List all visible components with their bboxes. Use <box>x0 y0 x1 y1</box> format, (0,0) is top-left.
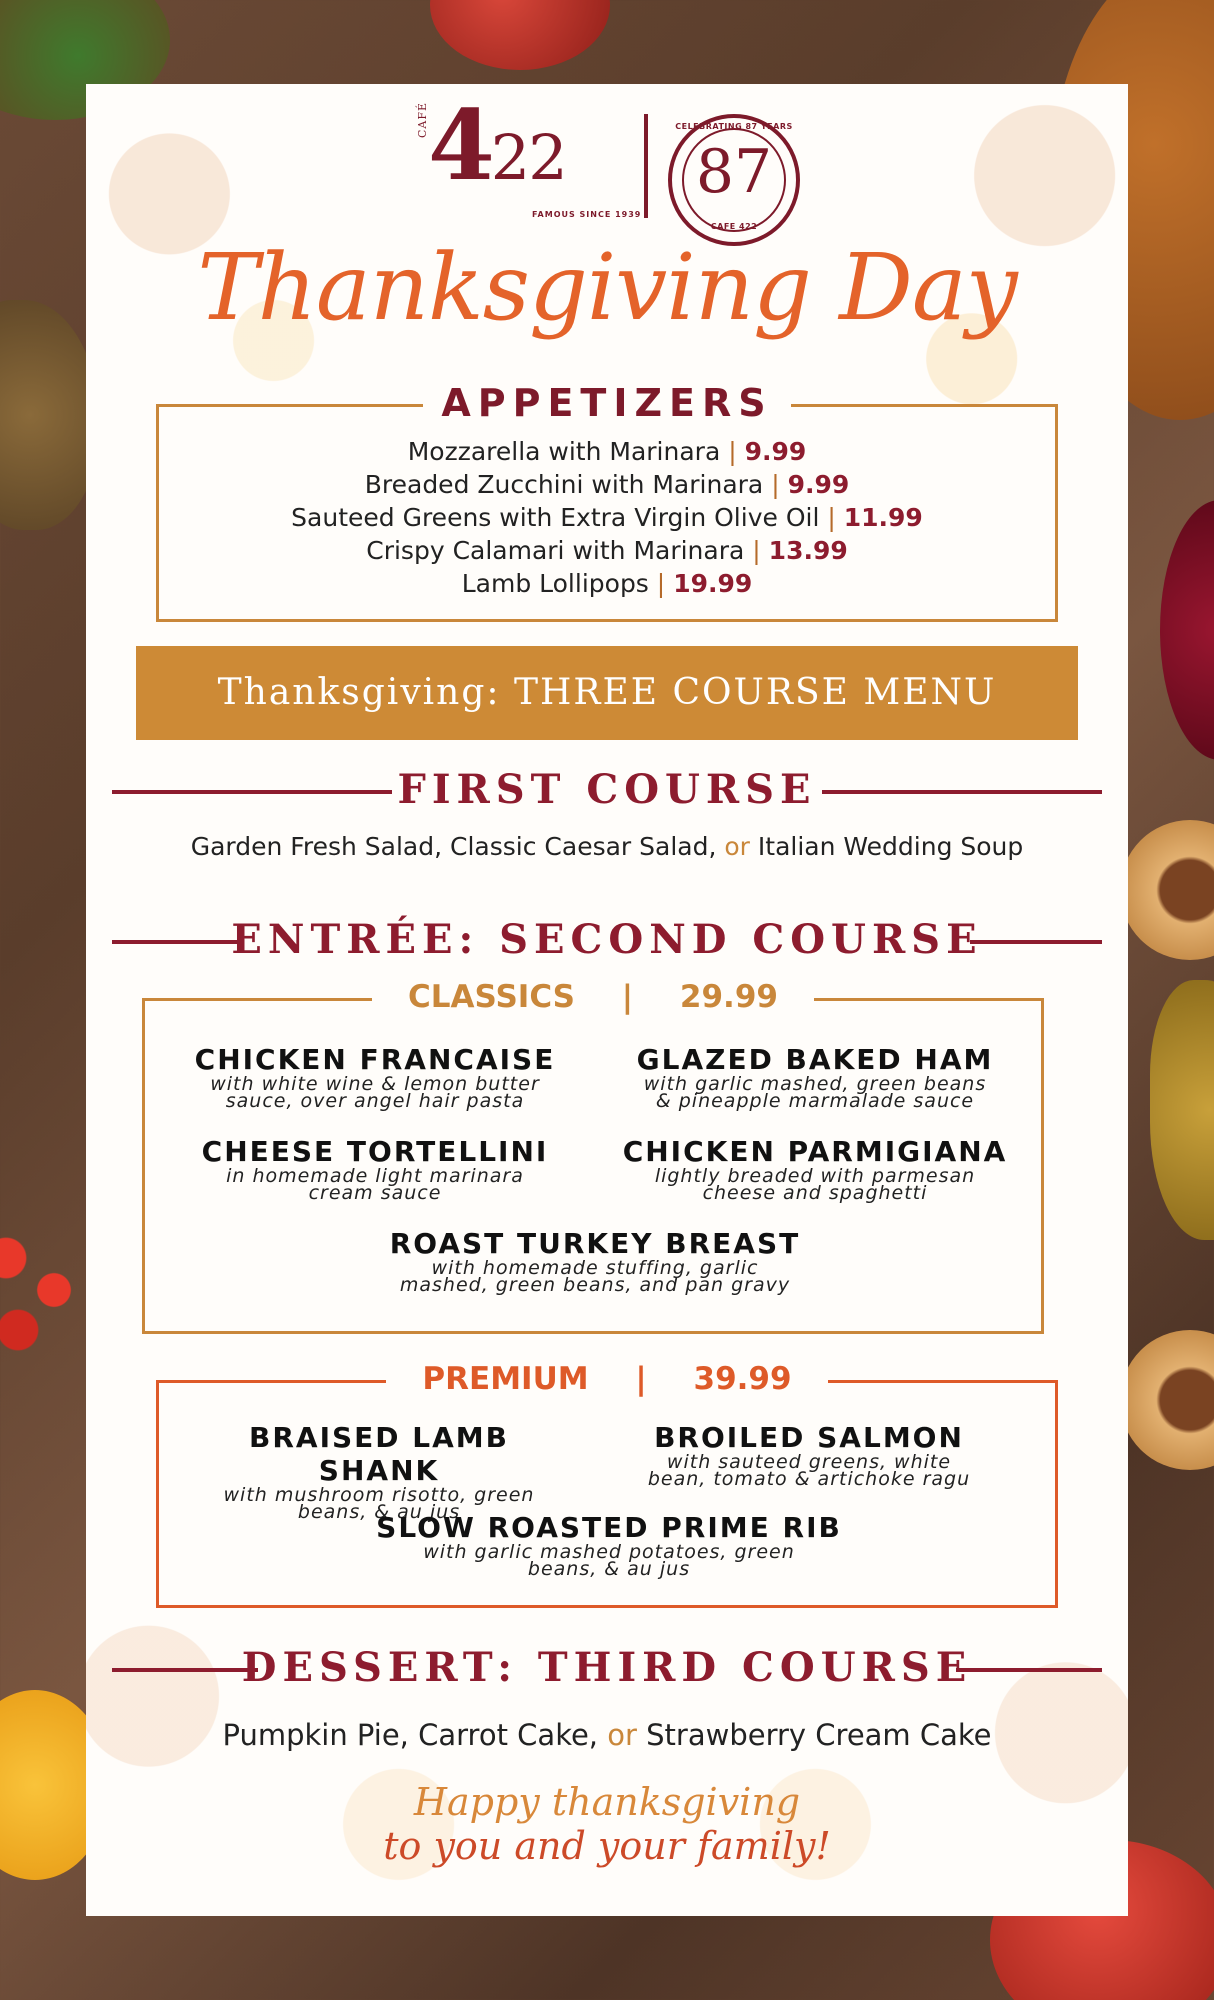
dish-braised-lamb-shank: BRAISED LAMB SHANK with mushroom risotto, green beans, & au jus <box>223 1421 535 1523</box>
price: 9.99 <box>744 437 807 466</box>
first-course-options: Garden Fresh Salad, Classic Caesar Salad, or Italian Wedding Soup <box>190 832 1024 861</box>
price: 19.99 <box>673 569 753 598</box>
menu-card <box>86 84 1128 1916</box>
first-course-heading <box>112 766 1102 816</box>
premium-box <box>156 1361 1058 1608</box>
third-course-title: DESSERT: THIRD COURSE <box>241 1644 973 1691</box>
appetizer-item: Sauteed Greens with Extra Virgin Olive Oil | 11.99 <box>291 503 923 532</box>
berries-decoration <box>0 1210 90 1370</box>
appetizer-item: Mozzarella with Marinara | 9.99 <box>407 437 807 466</box>
dish-slow-roasted-prime-rib: SLOW ROASTED PRIME RIB with garlic mashed potatoes, green beans, & au jus <box>376 1511 842 1580</box>
appetizer-item: Lamb Lollipops | 19.99 <box>461 569 753 598</box>
three-course-banner: Thanksgiving: THREE COURSE MENU <box>136 646 1078 740</box>
appetizers-box <box>156 381 1058 622</box>
pecan-tart-decoration <box>1120 820 1214 960</box>
premium-heading: PREMIUM | 39.99 <box>159 1361 1055 1397</box>
logo-divider <box>644 114 648 218</box>
closing-message-line2: to you and your family! <box>383 1824 831 1868</box>
price: 9.99 <box>787 470 850 499</box>
apple-decoration <box>430 0 610 70</box>
logo-area <box>86 89 1128 238</box>
logo-cafe-text: CAFÉ <box>416 101 429 138</box>
seal-top-text: CELEBRATING 87 YEARS <box>675 122 793 131</box>
logo-number: 4 <box>428 89 491 202</box>
price: 11.99 <box>843 503 923 532</box>
second-course-title: ENTRÉE: SECOND COURSE <box>231 916 983 963</box>
classics-heading: CLASSICS | 29.99 <box>145 979 1041 1015</box>
seal-number: 87 <box>695 137 773 207</box>
appetizers-list <box>159 435 1055 600</box>
anniversary-seal <box>668 114 800 246</box>
appetizers-heading: APPETIZERS <box>159 381 1055 425</box>
logo-number-small: 22 <box>490 121 566 194</box>
dish-chicken-parmigiana: CHICKEN PARMIGIANA lightly breaded with parmesan cheese and spaghetti <box>622 1135 1008 1204</box>
dish-glazed-baked-ham: GLAZED BAKED HAM with garlic mashed, green beans & pineapple marmalade sauce <box>636 1043 994 1112</box>
third-course-heading <box>112 1644 1102 1694</box>
leaf-decoration <box>1150 980 1214 1240</box>
page-title: Thanksgiving Day <box>197 234 1017 341</box>
dish-cheese-tortellini: CHEESE TORTELLINI in homemade light marinara cream sauce <box>201 1135 549 1204</box>
appetizer-item: Breaded Zucchini with Marinara | 9.99 <box>364 470 850 499</box>
second-course-heading <box>112 916 1102 966</box>
price: 13.99 <box>768 536 848 565</box>
logo-tagline: FAMOUS SINCE 1939 <box>532 210 642 219</box>
cafe-422-logo <box>428 89 566 202</box>
appetizer-item: Crispy Calamari with Marinara | 13.99 <box>366 536 848 565</box>
dessert-options: Pumpkin Pie, Carrot Cake, or Strawberry Cream Cake <box>222 1718 992 1752</box>
dish-broiled-salmon: BROILED SALMON with sauteed greens, white bean, tomato & artichoke ragu <box>647 1421 971 1490</box>
first-course-title: FIRST COURSE <box>397 766 817 813</box>
dish-roast-turkey-breast: ROAST TURKEY BREAST with homemade stuffing, garlic mashed, green beans, and pan gravy <box>389 1227 801 1296</box>
cranberry-sauce-decoration <box>1160 500 1214 760</box>
seal-bottom-text: CAFE 422 <box>710 222 758 231</box>
leaf-decoration <box>0 300 100 530</box>
dish-chicken-francaise: CHICKEN FRANCAISE with white wine & lemon butter sauce, over angel hair pasta <box>194 1043 556 1112</box>
classics-box <box>142 979 1044 1334</box>
pecan-tart-decoration <box>1120 1330 1214 1470</box>
closing-message-line1: Happy thanksgiving <box>413 1780 801 1824</box>
